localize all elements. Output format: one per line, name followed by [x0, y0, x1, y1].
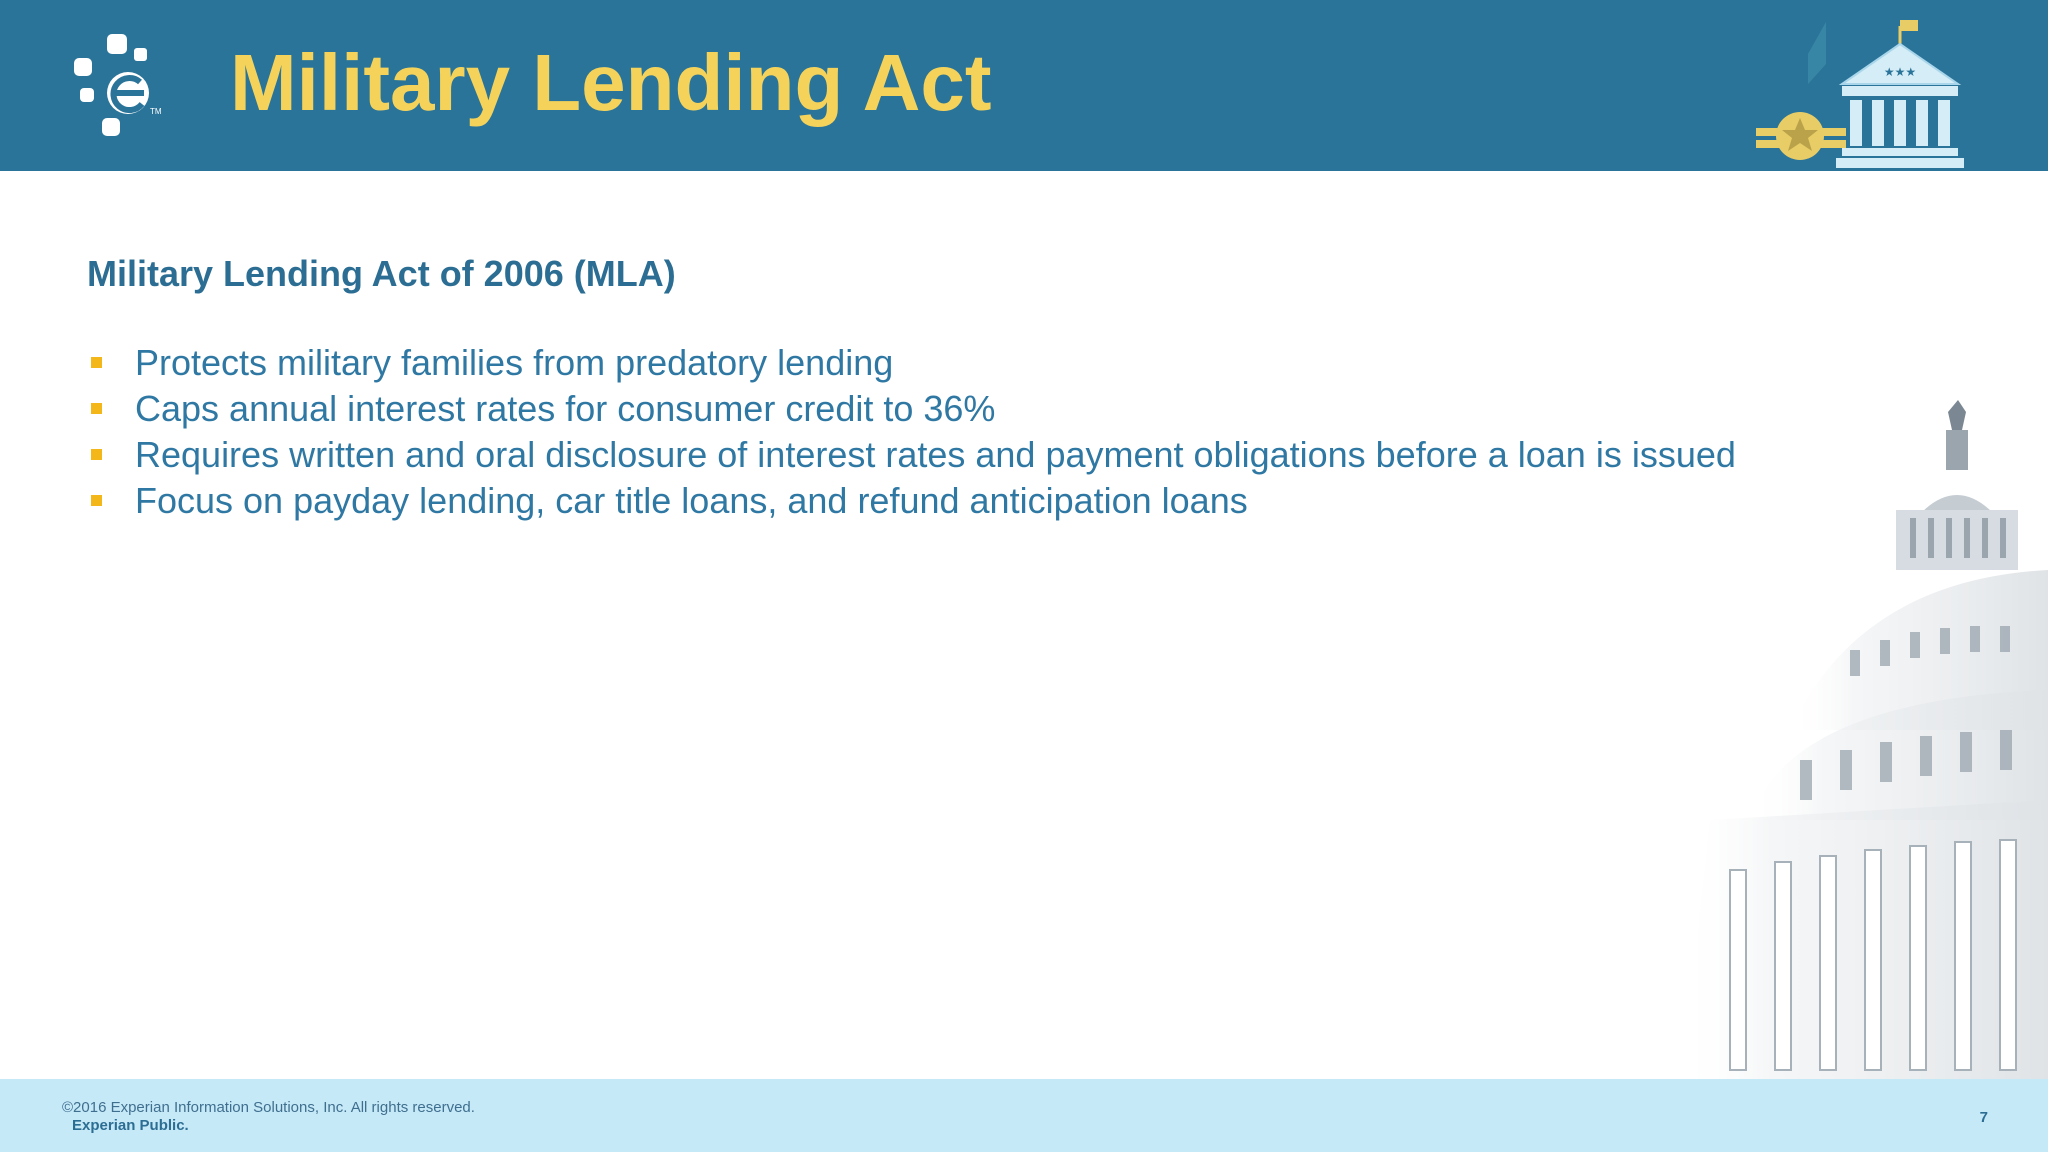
svg-text:★★★: ★★★: [1883, 65, 1917, 79]
classification-label: Experian Public.: [72, 1117, 189, 1134]
header-bar: [0, 0, 2048, 171]
government-building-icon: [1750, 14, 2000, 172]
bullet-text: Focus on payday lending, car title loans, and refund anticipation loans: [135, 480, 1248, 521]
experian-logo-icon: [68, 30, 168, 142]
footer-bar: [0, 1079, 2048, 1152]
bullet-square-icon: [91, 403, 102, 414]
page-number: 7: [1979, 1109, 1988, 1126]
bullet-square-icon: [91, 449, 102, 460]
bullet-text: Protects military families from predatory lending: [135, 342, 894, 383]
subheading: Military Lending Act of 2006 (MLA): [87, 253, 676, 294]
bullet-square-icon: [91, 357, 102, 368]
page-title: Military Lending Act: [230, 38, 992, 127]
bullet-text: Requires written and oral disclosure of interest rates and payment obligations before a loan is issued: [135, 434, 1736, 475]
bullet-text: Caps annual interest rates for consumer credit to 36%: [135, 388, 996, 429]
svg-text:TM: TM: [150, 107, 162, 116]
bullet-square-icon: [91, 495, 102, 506]
capitol-dome-icon: [1560, 400, 2048, 1080]
copyright-text: ©2016 Experian Information Solutions, Inc. All rights reserved.: [62, 1099, 475, 1116]
